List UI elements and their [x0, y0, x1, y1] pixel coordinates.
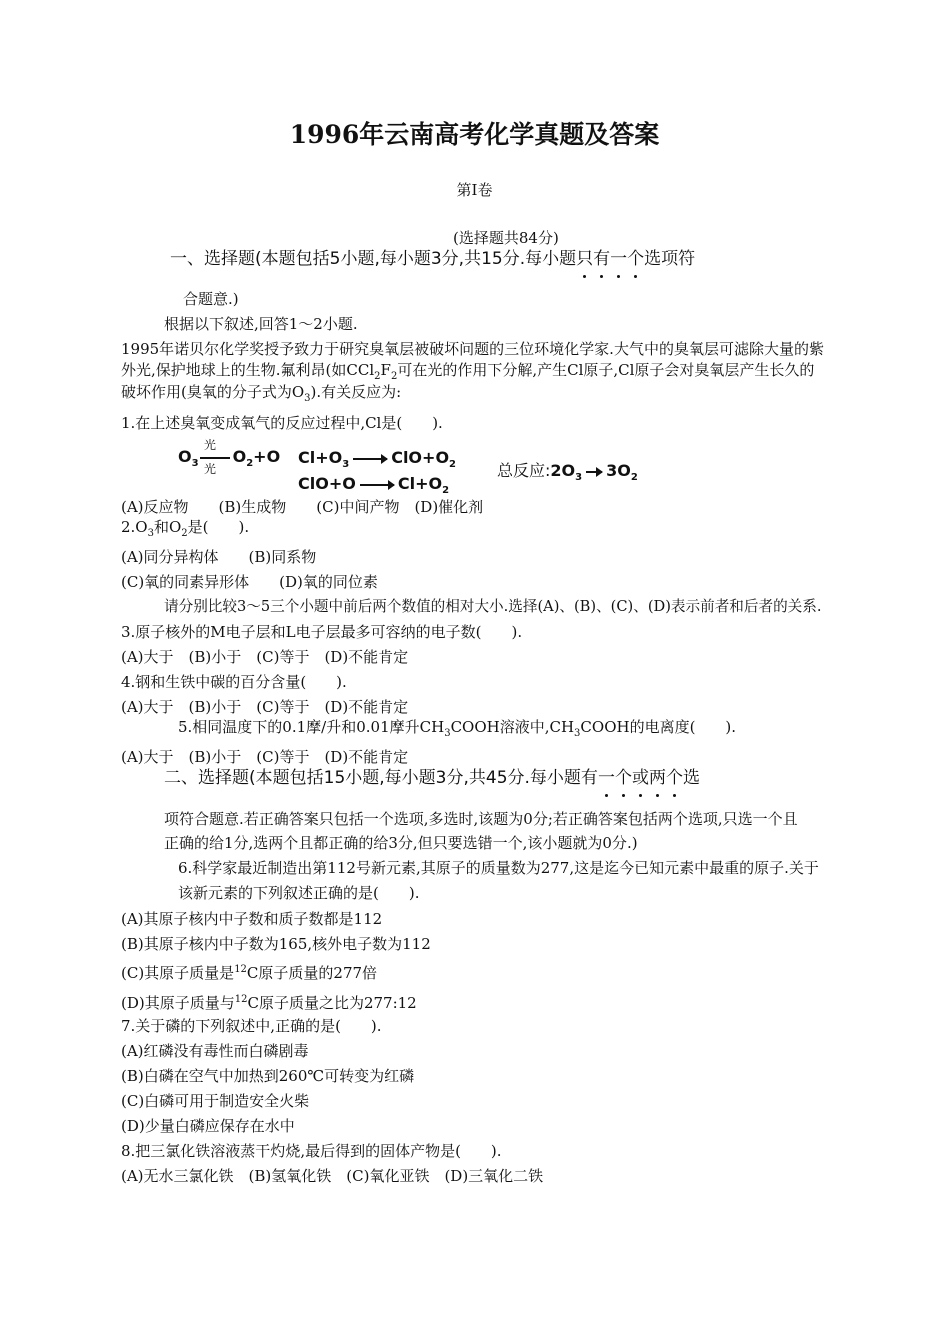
question-6-option-d	[121, 990, 417, 1013]
intro-text: 根据以下叙述,回答1～2小题.	[164, 315, 358, 333]
subscript: 3	[342, 459, 350, 471]
subscript: 2	[246, 458, 254, 470]
arrow-icon	[360, 484, 394, 486]
light-condition-top: 光	[204, 438, 217, 452]
subscript: 2	[449, 459, 457, 471]
question-2-options-1: (A)同分异构体 (B)同系物	[121, 548, 317, 566]
emphasis-char: 个	[627, 249, 645, 269]
text-run: 和O	[153, 518, 182, 536]
question-8: 8.把三氯化铁溶液蒸干灼烧,最后得到的固体产物是( ).	[121, 1142, 502, 1160]
question-3: 3.原子核外的M电子层和L电子层最多可容纳的电子数( ).	[121, 623, 523, 641]
section2-header-main: 二、选择题(本题包括15小题,每小题3分,共45分.每小题有	[164, 768, 598, 788]
text-run: 5.相同温度下的0.1摩/升和0.01摩升CH	[178, 718, 445, 736]
question-2	[121, 517, 249, 544]
formula-part: O	[232, 447, 247, 466]
emphasis-char: 一	[597, 768, 615, 788]
section2-line-2: 项符合题意.若正确答案只包括一个选项,多选时,该题为0分;若正确答案包括两个选项,只选一个且	[164, 810, 798, 828]
subscript: 2	[630, 472, 638, 484]
subscript: 2	[374, 371, 381, 382]
arrow-icon	[353, 458, 387, 460]
question-6-option-c	[121, 960, 377, 983]
text-run: COOH的电离度( ).	[580, 718, 737, 736]
section1-header	[170, 249, 695, 269]
subscript: 2	[442, 485, 450, 497]
formula-part: 3O	[606, 461, 631, 480]
subscript: 3	[574, 728, 581, 739]
emphasis-char: 个	[665, 768, 683, 788]
equation-1	[178, 447, 280, 474]
question-1-options: (A)反应物 (B)生成物 (C)中间产物 (D)催化剂	[121, 498, 484, 516]
formula-part: +O	[253, 447, 281, 466]
passage-line-1: 1995年诺贝尔化学奖授予致力于研究臭氧层被破坏问题的三位环境化学家.大气中的臭氧层可滤除大量的紫	[121, 340, 824, 358]
question-6-line-2: 该新元素的下列叙述正确的是( ).	[178, 884, 420, 902]
question-6-option-a: (A)其原子核内中子数和质子数都是112	[121, 910, 383, 928]
total-reaction	[497, 461, 638, 488]
question-7-option-d: (D)少量白磷应保存在水中	[121, 1117, 295, 1135]
superscript: 12	[234, 994, 248, 1005]
formula-part: Cl+O	[298, 448, 343, 467]
text-run: 破坏作用(臭氧的分子式为O	[121, 383, 305, 401]
equation-2	[298, 448, 456, 475]
emphasis-char: 或	[631, 768, 649, 788]
formula-part: ClO+O	[298, 474, 356, 493]
section2-header	[164, 768, 700, 788]
section1-header-main: 一、选择题(本题包括5小题,每小题3分,共15分.每小题	[170, 249, 577, 269]
page-title: 1996年云南高考化学真题及答案	[289, 120, 660, 149]
text-run: F	[380, 361, 391, 379]
reaction-arrow-bar	[200, 457, 230, 459]
question-7-option-b: (B)白磷在空气中加热到260℃可转变为红磷	[121, 1067, 415, 1085]
text-run: C原子质量的277倍	[246, 964, 378, 982]
emphasis-char: 有	[593, 249, 611, 269]
light-condition-bottom: 光	[204, 462, 217, 476]
text-run: (D)其原子质量与	[121, 994, 235, 1012]
formula-part: ClO+O	[391, 448, 450, 467]
volume-label: 第I卷	[456, 181, 493, 199]
arrow-icon	[586, 471, 602, 473]
emphasis-char: 两	[648, 768, 666, 788]
question-4: 4.钢和生铁中碳的百分含量( ).	[121, 673, 347, 691]
subscript: 3	[444, 728, 451, 739]
section1-header-tail: 选项符	[644, 249, 696, 269]
question-1: 1.在上述臭氧变成氧气的反应过程中,Cl是( ).	[121, 414, 443, 432]
question-7-option-a: (A)红磷没有毒性而白磷剧毒	[121, 1042, 309, 1060]
question-7: 7.关于磷的下列叙述中,正确的是( ).	[121, 1017, 382, 1035]
passage-line-3	[121, 382, 401, 409]
emphasis-char: 只	[576, 249, 594, 269]
subscript: 3	[147, 528, 154, 539]
question-5	[178, 717, 736, 744]
section2-line-3: 正确的给1分,选两个且都正确的给3分,但只要选错一个,该小题就为0分.)	[164, 834, 638, 852]
subscript: 3	[575, 472, 583, 484]
section1-note: (选择题共84分)	[453, 229, 559, 247]
compare-intro: 请分别比较3～5三个小题中前后两个数值的相对大小.选择(A)、(B)、(C)、(D)表示前者和后者的关系.	[164, 598, 822, 615]
emphasis-char: 个	[614, 768, 632, 788]
subscript: 2	[181, 528, 188, 539]
question-3-options: (A)大于 (B)小于 (C)等于 (D)不能肯定	[121, 648, 409, 666]
question-4-options: (A)大于 (B)小于 (C)等于 (D)不能肯定	[121, 698, 409, 716]
question-8-options: (A)无水三氯化铁 (B)氢氧化铁 (C)氧化亚铁 (D)三氧化二铁	[121, 1167, 544, 1185]
formula-part: 2O	[550, 461, 576, 480]
section2-header-tail: 选	[682, 768, 700, 788]
formula-part: Cl+O	[397, 474, 443, 493]
question-6-line-1: 6.科学家最近制造出第112号新元素,其原子的质量数为277,这是迄今已知元素中最重的原子.关于	[178, 859, 819, 877]
section1-header-cont: 合题意.)	[183, 290, 239, 308]
text-run: 2.O	[121, 518, 148, 536]
text-run: ).有关反应为:	[310, 383, 402, 401]
subscript: 2	[390, 371, 398, 382]
text-run: 可在光的作用下分解,产生Cl原子,Cl原子会对臭氧层产生长久的	[397, 361, 815, 379]
subscript: 3	[304, 393, 311, 404]
superscript: 12	[234, 964, 247, 975]
question-7-option-c: (C)白磷可用于制造安全火柴	[121, 1092, 310, 1110]
question-6-option-b: (B)其原子核内中子数为165,核外电子数为112	[121, 935, 431, 953]
subscript: 3	[191, 458, 199, 470]
emphasis-char: 一	[610, 249, 628, 269]
question-2-options-2: (C)氧的同素异形体 (D)氧的同位素	[121, 573, 378, 591]
text-run: C原子质量之比为277:12	[247, 994, 417, 1012]
total-label: 总反应:	[497, 461, 551, 480]
text-run: 外光,保护地球上的生物.氟利昂(如CCl	[121, 361, 375, 379]
question-5-options: (A)大于 (B)小于 (C)等于 (D)不能肯定	[121, 748, 409, 766]
formula-part: O	[178, 447, 192, 466]
text-run: 是( ).	[187, 518, 250, 536]
text-run: (C)其原子质量是	[121, 964, 235, 982]
text-run: COOH溶液中,CH	[450, 718, 575, 736]
